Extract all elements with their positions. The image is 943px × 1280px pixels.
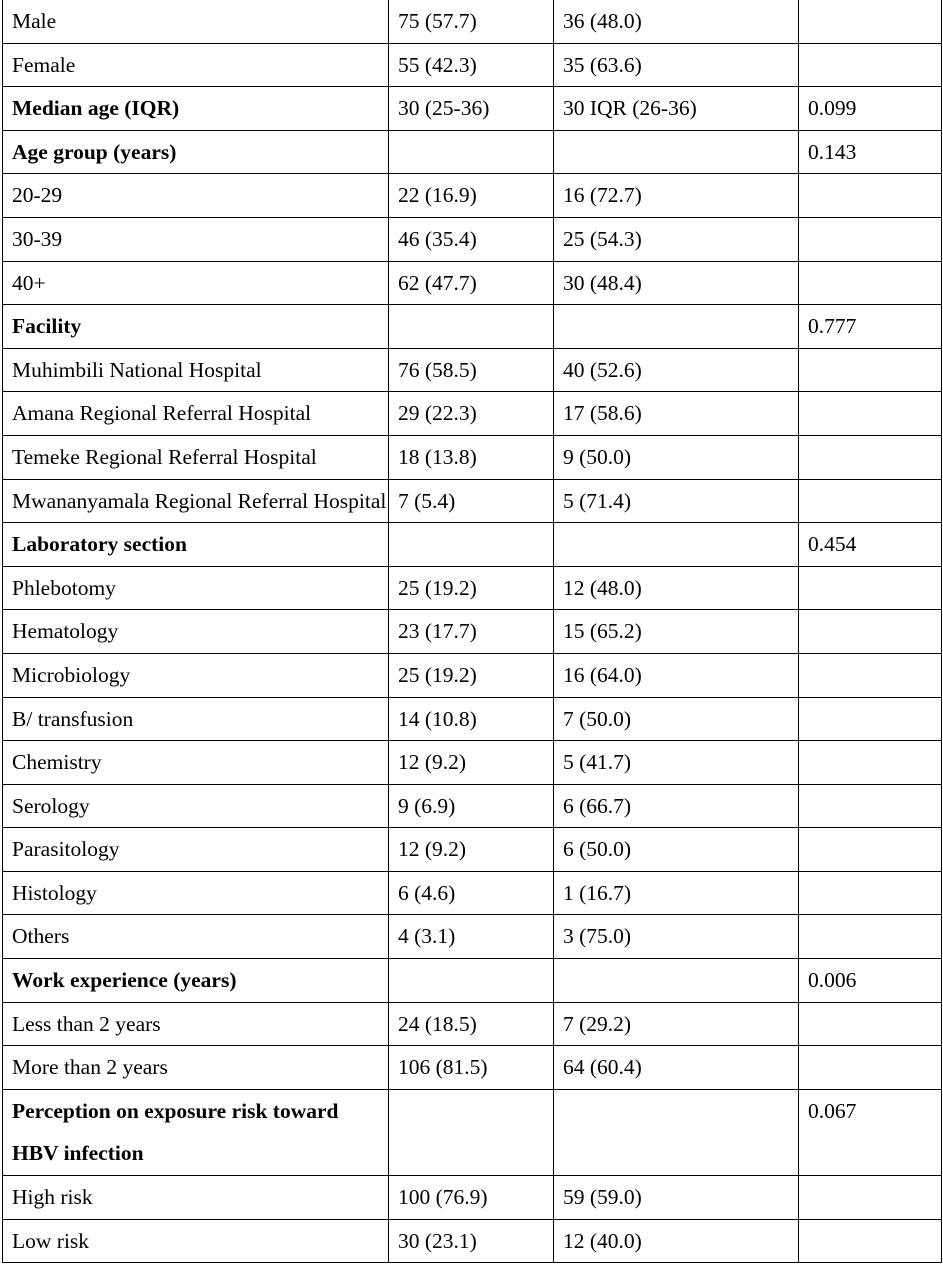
- table-row: [3, 1046, 942, 1090]
- count-percent-cell: 25 (19.2): [389, 566, 554, 610]
- table-row: [3, 871, 942, 915]
- table-row: [3, 959, 942, 1003]
- subgroup-count-percent-cell: [554, 959, 799, 1003]
- row-label-cell: Laboratory section: [3, 523, 389, 567]
- p-value-cell: [799, 348, 942, 392]
- p-value-cell: [799, 915, 942, 959]
- count-percent-cell: 4 (3.1): [389, 915, 554, 959]
- p-value-cell: [799, 566, 942, 610]
- table-row: [3, 130, 942, 174]
- subgroup-count-percent-cell: [554, 1089, 799, 1175]
- row-label-cell: Parasitology: [3, 828, 389, 872]
- subgroup-count-percent-cell: 15 (65.2): [554, 610, 799, 654]
- table-row: [3, 87, 942, 131]
- table-body: [3, 0, 942, 1263]
- row-label-cell: Chemistry: [3, 741, 389, 785]
- count-percent-cell: 6 (4.6): [389, 871, 554, 915]
- subgroup-count-percent-cell: 7 (50.0): [554, 697, 799, 741]
- p-value-cell: [799, 784, 942, 828]
- p-value-cell: [799, 261, 942, 305]
- row-label-cell: More than 2 years: [3, 1046, 389, 1090]
- row-label-cell: Work experience (years): [3, 959, 389, 1003]
- table-row: [3, 566, 942, 610]
- p-value-cell: 0.067: [799, 1089, 942, 1175]
- subgroup-count-percent-cell: 6 (66.7): [554, 784, 799, 828]
- p-value-cell: [799, 1219, 942, 1263]
- row-label-cell: Others: [3, 915, 389, 959]
- row-label-cell: High risk: [3, 1176, 389, 1220]
- count-percent-cell: 12 (9.2): [389, 741, 554, 785]
- table-row: [3, 1219, 942, 1263]
- row-label-cell: Female: [3, 43, 389, 87]
- subgroup-count-percent-cell: 5 (41.7): [554, 741, 799, 785]
- p-value-cell: [799, 1176, 942, 1220]
- subgroup-count-percent-cell: 17 (58.6): [554, 392, 799, 436]
- table-row: [3, 174, 942, 218]
- table-row: [3, 0, 942, 43]
- row-label-cell: 40+: [3, 261, 389, 305]
- p-value-cell: [799, 741, 942, 785]
- count-percent-cell: 7 (5.4): [389, 479, 554, 523]
- table-row: [3, 741, 942, 785]
- row-label-cell: Less than 2 years: [3, 1002, 389, 1046]
- count-percent-cell: 46 (35.4): [389, 217, 554, 261]
- p-value-cell: 0.777: [799, 305, 942, 349]
- count-percent-cell: 30 (25-36): [389, 87, 554, 131]
- p-value-cell: [799, 697, 942, 741]
- table-row: [3, 610, 942, 654]
- count-percent-cell: 24 (18.5): [389, 1002, 554, 1046]
- subgroup-count-percent-cell: 9 (50.0): [554, 435, 799, 479]
- p-value-cell: [799, 174, 942, 218]
- table-row: [3, 305, 942, 349]
- subgroup-count-percent-cell: 16 (64.0): [554, 653, 799, 697]
- count-percent-cell: 29 (22.3): [389, 392, 554, 436]
- p-value-cell: [799, 1046, 942, 1090]
- p-value-cell: [799, 435, 942, 479]
- count-percent-cell: 23 (17.7): [389, 610, 554, 654]
- table-row: [3, 261, 942, 305]
- count-percent-cell: 25 (19.2): [389, 653, 554, 697]
- p-value-cell: [799, 392, 942, 436]
- row-label-cell: Mwananyamala Regional Referral Hospital: [3, 479, 389, 523]
- row-label-cell: Median age (IQR): [3, 87, 389, 131]
- subgroup-count-percent-cell: [554, 130, 799, 174]
- count-percent-cell: [389, 1089, 554, 1175]
- table-row: [3, 784, 942, 828]
- table-row: [3, 217, 942, 261]
- row-label-cell: Muhimbili National Hospital: [3, 348, 389, 392]
- table-row: [3, 828, 942, 872]
- row-label-cell: Temeke Regional Referral Hospital: [3, 435, 389, 479]
- count-percent-cell: 62 (47.7): [389, 261, 554, 305]
- row-label-cell: Facility: [3, 305, 389, 349]
- table-row: [3, 435, 942, 479]
- row-label-cell: Age group (years): [3, 130, 389, 174]
- count-percent-cell: 106 (81.5): [389, 1046, 554, 1090]
- row-label-cell: Low risk: [3, 1219, 389, 1263]
- table-row: [3, 348, 942, 392]
- table-row: [3, 1089, 942, 1175]
- subgroup-count-percent-cell: 25 (54.3): [554, 217, 799, 261]
- count-percent-cell: 22 (16.9): [389, 174, 554, 218]
- subgroup-count-percent-cell: 6 (50.0): [554, 828, 799, 872]
- count-percent-cell: 75 (57.7): [389, 0, 554, 43]
- subgroup-count-percent-cell: 3 (75.0): [554, 915, 799, 959]
- count-percent-cell: 100 (76.9): [389, 1176, 554, 1220]
- count-percent-cell: 76 (58.5): [389, 348, 554, 392]
- p-value-cell: 0.099: [799, 87, 942, 131]
- table-row: [3, 1002, 942, 1046]
- row-label-cell: Histology: [3, 871, 389, 915]
- p-value-cell: [799, 0, 942, 43]
- subgroup-count-percent-cell: [554, 305, 799, 349]
- table-row: [3, 653, 942, 697]
- subgroup-count-percent-cell: 64 (60.4): [554, 1046, 799, 1090]
- p-value-cell: 0.006: [799, 959, 942, 1003]
- table-row: [3, 915, 942, 959]
- count-percent-cell: 14 (10.8): [389, 697, 554, 741]
- row-label-cell: 30-39: [3, 217, 389, 261]
- p-value-cell: [799, 871, 942, 915]
- count-percent-cell: [389, 305, 554, 349]
- subgroup-count-percent-cell: [554, 523, 799, 567]
- characteristics-table: [2, 0, 942, 1263]
- subgroup-count-percent-cell: 36 (48.0): [554, 0, 799, 43]
- row-label-cell: Phlebotomy: [3, 566, 389, 610]
- subgroup-count-percent-cell: 5 (71.4): [554, 479, 799, 523]
- row-label-cell: Amana Regional Referral Hospital: [3, 392, 389, 436]
- subgroup-count-percent-cell: 1 (16.7): [554, 871, 799, 915]
- count-percent-cell: 12 (9.2): [389, 828, 554, 872]
- row-label-cell: Perception on exposure risk toward HBV infection: [3, 1089, 389, 1175]
- p-value-cell: [799, 479, 942, 523]
- p-value-cell: [799, 828, 942, 872]
- count-percent-cell: [389, 130, 554, 174]
- table-row: [3, 697, 942, 741]
- count-percent-cell: 55 (42.3): [389, 43, 554, 87]
- subgroup-count-percent-cell: 7 (29.2): [554, 1002, 799, 1046]
- row-label-cell: Serology: [3, 784, 389, 828]
- row-label-cell: B/ transfusion: [3, 697, 389, 741]
- subgroup-count-percent-cell: 16 (72.7): [554, 174, 799, 218]
- row-label-cell: Microbiology: [3, 653, 389, 697]
- subgroup-count-percent-cell: 12 (40.0): [554, 1219, 799, 1263]
- p-value-cell: [799, 653, 942, 697]
- p-value-cell: [799, 610, 942, 654]
- subgroup-count-percent-cell: 35 (63.6): [554, 43, 799, 87]
- p-value-cell: [799, 1002, 942, 1046]
- subgroup-count-percent-cell: 59 (59.0): [554, 1176, 799, 1220]
- subgroup-count-percent-cell: 30 IQR (26-36): [554, 87, 799, 131]
- count-percent-cell: 9 (6.9): [389, 784, 554, 828]
- count-percent-cell: 30 (23.1): [389, 1219, 554, 1263]
- table-row: [3, 43, 942, 87]
- count-percent-cell: 18 (13.8): [389, 435, 554, 479]
- p-value-cell: 0.143: [799, 130, 942, 174]
- p-value-cell: [799, 217, 942, 261]
- subgroup-count-percent-cell: 30 (48.4): [554, 261, 799, 305]
- count-percent-cell: [389, 959, 554, 1003]
- row-label-cell: 20-29: [3, 174, 389, 218]
- table-row: [3, 1176, 942, 1220]
- row-label-cell: Hematology: [3, 610, 389, 654]
- p-value-cell: 0.454: [799, 523, 942, 567]
- subgroup-count-percent-cell: 40 (52.6): [554, 348, 799, 392]
- table-row: [3, 479, 942, 523]
- table-row: [3, 392, 942, 436]
- subgroup-count-percent-cell: 12 (48.0): [554, 566, 799, 610]
- table-row: [3, 523, 942, 567]
- row-label-cell: Male: [3, 0, 389, 43]
- count-percent-cell: [389, 523, 554, 567]
- p-value-cell: [799, 43, 942, 87]
